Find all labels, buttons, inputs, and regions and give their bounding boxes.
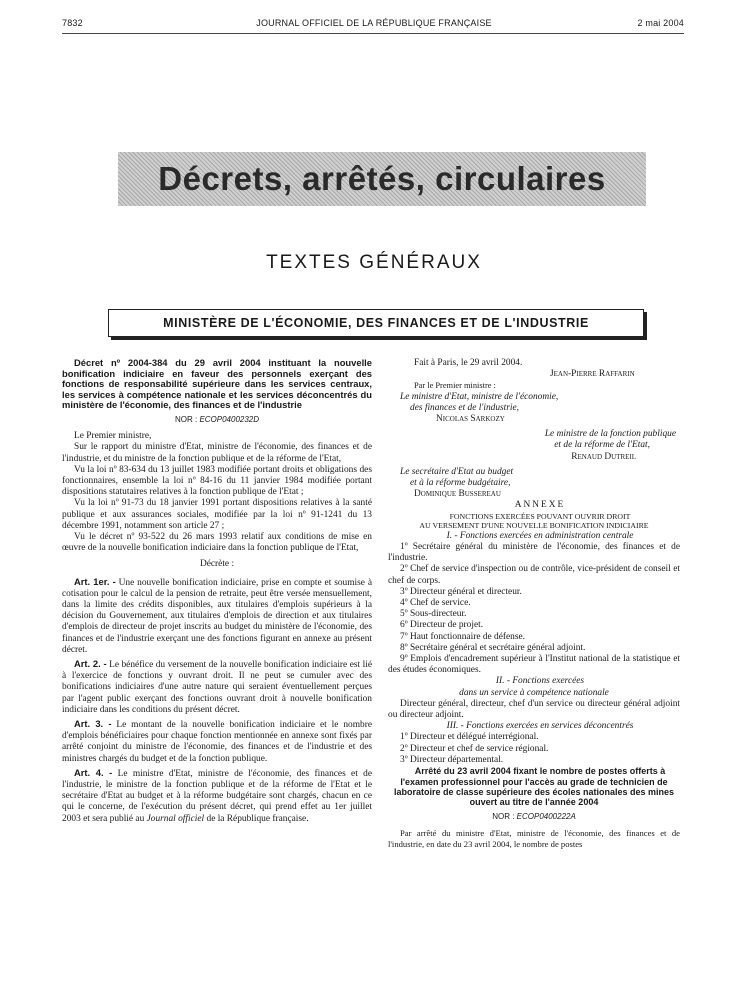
list-item: 8º Secrétaire général et secrétaire général adjoint. <box>400 642 586 653</box>
signatory-name: Nicolas Sarkozy <box>436 414 505 425</box>
annexe-section-1-list <box>388 542 680 676</box>
issue-date: 2 mai 2004 <box>637 18 684 28</box>
annexe-subtitle-line: FONCTIONS EXERCÉES POUVANT OUVRIR DROIT <box>449 511 631 521</box>
annexe-title: ANNEXE <box>514 500 566 511</box>
paragraph: Vu la loi nº 83-634 du 13 juillet 1983 modifiée portant droits et obligations des fonctionnaires, ensemble la loi nº 84-16 du 11 janvier 1984 modifiée portant dispositions statutaires relatives à la fonction publique de l'Etat ; <box>62 464 372 498</box>
annexe-section-3-title: III. - Fonctions exercées en services déconcentrés <box>446 721 634 732</box>
rubric-banner <box>118 152 646 206</box>
annexe-section-2-title-line: II. - Fonctions exercées <box>495 676 585 687</box>
article-4 <box>62 767 372 825</box>
paragraph: Vu la loi nº 91-73 du 18 janvier 1991 portant dispositions relatives à la santé publique et aux assurances sociales, modifiée par la loi nº 91-1241 du 13 décembre 1991, notamment son article 27 ; <box>62 498 372 531</box>
decrete-heading: Décrète : <box>199 559 235 570</box>
signature-par: Par le Premier ministre : <box>414 381 496 391</box>
list-item: 7º Haut fonctionnaire de défense. <box>400 631 525 642</box>
nor-label: NOR : <box>492 811 515 821</box>
journal-title: JOURNAL OFFICIEL DE LA RÉPUBLIQUE FRANÇAISE <box>256 18 492 28</box>
signatory-title: Le ministre d'Etat, ministre de l'économie, <box>400 391 559 402</box>
signatory-title: Le ministre de la fonction publique <box>544 429 676 440</box>
article-3 <box>62 718 372 765</box>
annexe-section-2-title <box>388 676 680 698</box>
list-item: 4º Chef de service. <box>400 598 471 609</box>
arrete-nor <box>388 811 680 822</box>
signatory-title: Le secrétaire d'Etat au budget <box>400 466 514 477</box>
list-item: 1º Directeur et délégué interrégional. <box>400 732 539 743</box>
list-item: 5º Sous-directeur. <box>400 609 467 620</box>
signatory-title: des finances et de l'industrie, <box>410 402 520 413</box>
left-column <box>62 358 372 825</box>
signatory-pm: Jean-Pierre Raffarin <box>550 369 635 380</box>
annexe-section-2-text: Directeur général, directeur, chef d'un service ou directeur général adjoint ou directeur adjoint. <box>388 698 680 721</box>
list-item: 9º Emplois d'encadrement supérieur à l'Institut national de la statistique et des études économiques. <box>388 654 680 676</box>
paragraph: Le Premier ministre, <box>74 431 152 442</box>
header-rule <box>62 33 684 34</box>
article-label: Art. 4. - <box>74 766 113 778</box>
nor-value: ECOP0400232D <box>199 414 260 424</box>
article-label: Art. 3. - <box>74 718 112 730</box>
arrete-text: Par arrêté du ministre d'Etat, ministre de l'économie, des finances et de l'industrie, en date du 23 avril 2004, le nombre de postes <box>388 827 680 850</box>
journal-reference: Journal officiel <box>146 813 205 824</box>
arrete-title: Arrêté du 23 avril 2004 fixant le nombre de postes offerts à l'examen professionnel pour l'accès au grade de technicien de laboratoire de classe supérieure des écoles nationales des mines ouvert au titre de l'année 2004 <box>393 766 675 808</box>
list-item: 2º Directeur et chef de service régional. <box>400 743 549 754</box>
annexe-subtitle <box>388 512 680 531</box>
article-label: Art. 1er. - <box>74 575 116 587</box>
paragraph: Sur le rapport du ministre d'Etat, ministre de l'économie, des finances et de l'industrie, et du ministre de la fonction publique et de la réforme de l'Etat, <box>62 442 372 464</box>
paragraph: Vu le décret nº 93-522 du 26 mars 1993 relatif aux conditions de mise en œuvre de la nouvelle bonification indiciaire dans la fonction publique de l'Etat, <box>62 532 372 554</box>
annexe-section-3-list <box>388 732 680 766</box>
list-item: 6º Directeur de projet. <box>400 620 484 631</box>
article-text: Le bénéfice du versement de la nouvelle bonification indiciaire est lié à l'exercice de fonctions y ouvrant droit. Il ne peut se cumuler avec des bonifications indiciaires d'une autre nature qui seraient éventuellement perçues par l'agent public exerçant des fonctions ouvrant droit à nouvelle bonification indiciaire dans les conditions du présent décret. <box>62 660 372 715</box>
list-item: 3º Directeur départemental. <box>400 754 504 765</box>
annexe-subtitle-line: AU VERSEMENT D'UNE NOUVELLE BONIFICATION INDICIAIRE <box>419 521 649 531</box>
signatory-title: et de la réforme de l'Etat, <box>554 440 650 451</box>
article-text: Le montant de la nouvelle bonification indiciaire et le nombre d'emplois bénéficiaires pour chaque fonction mentionnée en annexe sont fixés par arrêté conjoint du ministre de l'économie, des finances et de l'industrie et des ministres chargés du budget et de la fonction publique. <box>62 720 372 764</box>
signatory-name: Dominique Bussereau <box>414 489 501 500</box>
right-column <box>388 358 680 850</box>
list-item: 3º Directeur général et directeur. <box>400 586 522 597</box>
article-text: Une nouvelle bonification indiciaire, prise en compte et soumise à cotisation pour le calcul de la pension de retraite, peut être versée mensuellement, dans la limite des crédits disponibles, aux titulaires d'emplois supérieurs à la décision du Gouvernement, aux titulaires d'emplois de direction et aux titulaires d'emplois de directeur de projet inscrits au budget du ministère de l'économie, des finances et de l'industrie exerçant une des fonctions figurant en annexe au présent décret. <box>62 577 372 655</box>
annexe-section-1-title: I. - Fonctions exercées en administration centrale <box>446 530 634 541</box>
list-item: 2º Chef de service d'inspection ou de contrôle, vice-président de conseil et chef de corps. <box>388 564 680 586</box>
list-item: 1º Secrétaire général du ministère de l'économie, des finances et de l'industrie. <box>388 542 680 564</box>
ministry-title: MINISTÈRE DE L'ÉCONOMIE, DES FINANCES ET DE L'INDUSTRIE <box>163 316 589 330</box>
rubric-title: Décrets, arrêtés, circulaires <box>158 160 606 197</box>
article-1 <box>62 576 372 656</box>
page-number: 7832 <box>62 18 83 28</box>
article-text: Le ministre d'Etat, ministre de l'économie, des finances et de l'industrie, le ministre de la fonction publique et de la réforme de l'Etat et le secrétaire d'Etat au budget et à la réforme budgétaire sont chargés, chacun en ce qui le concerne, de l'exécution du présent décret, qui prend effet au 1er juillet 2003 et sera publié au <box>62 768 373 824</box>
section-title: TEXTES GÉNÉRAUX <box>266 252 482 273</box>
article-text-end: de la République française. <box>204 813 309 824</box>
ministry-box <box>108 309 644 337</box>
article-2 <box>62 658 372 716</box>
signatory-title: et à la réforme budgétaire, <box>410 478 511 489</box>
annexe-section-2-title-line: dans un service à compétence nationale <box>459 687 609 698</box>
signatory-name: Renaud Dutreil <box>571 451 636 462</box>
decret-nor <box>62 414 372 425</box>
nor-value: ECOP0400222A <box>516 811 576 821</box>
article-label: Art. 2. - <box>74 658 107 670</box>
signature-place-date: Fait à Paris, le 29 avril 2004. <box>414 358 523 368</box>
nor-label: NOR : <box>174 414 198 424</box>
decret-title: Décret nº 2004-384 du 29 avril 2004 instituant la nouvelle bonification indiciaire en faveur des personnels exerçant des fonctions de responsabilité supérieure dans les services centraux, les services à compétence nationale et les services déconcentrés du ministère de l'économie, des finances et de l'industrie <box>62 357 372 411</box>
